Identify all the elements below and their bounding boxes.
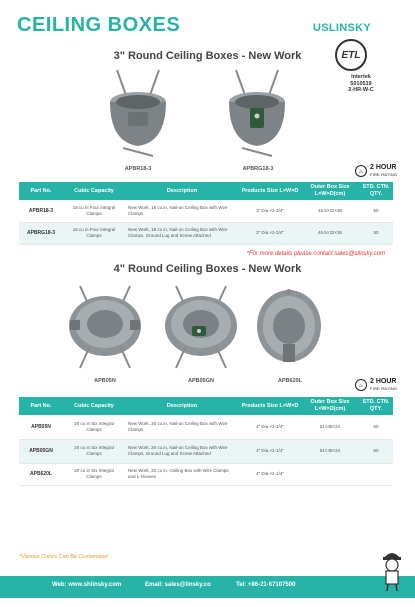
product-image-apb05n — [64, 282, 146, 372]
product-label: APB05N — [94, 378, 116, 384]
column-header: Part No. — [19, 397, 63, 415]
table-header-row — [19, 397, 393, 415]
section-title-4inch: 4" Round Ceiling Boxes - New Work — [113, 263, 302, 275]
cert-line: 5010519 — [350, 80, 372, 87]
table-row — [19, 439, 393, 463]
table-row — [19, 200, 393, 222]
part-number: APB620L — [19, 463, 63, 485]
product-size: 4" Dia.×2-1/4" — [239, 463, 301, 485]
cert-line: 2-HR-W-C — [348, 87, 374, 93]
table-header-row — [19, 182, 393, 200]
table-row — [19, 222, 393, 244]
footer-phone: Tel: +86-21-67107500 — [236, 582, 296, 588]
part-number: APB05N — [19, 415, 63, 439]
product-size: 3" Dia.×2-3/4" — [239, 222, 301, 244]
cubic-capacity: 18 cu in Four Integral Clamps — [63, 200, 125, 222]
carton-qty — [359, 463, 393, 485]
colors-note: *Various Colors Can Be Customized — [19, 554, 108, 560]
part-number: APBR18-3 — [19, 200, 63, 222]
cert-info — [331, 74, 391, 94]
section-title-3inch: 3" Round Ceiling Boxes - New Work — [113, 50, 302, 62]
column-header: Cubic Capacity — [63, 397, 125, 415]
product-size: 3" Dia.×2-3/4" — [239, 200, 301, 222]
spec-table-3inch — [19, 182, 393, 245]
fire-rating-main: 2 HOUR — [370, 378, 397, 385]
product-image-apbr18-3 — [103, 66, 173, 161]
cubic-capacity: 20 cu in Six Integral Clamps — [63, 415, 125, 439]
product-label: APB05GN — [188, 378, 214, 384]
column-header: Description — [125, 182, 239, 200]
fire-rating-main: 2 HOUR — [370, 164, 397, 171]
column-header: Products Size L×W×D — [239, 397, 301, 415]
brand-logo: USLINSKY — [312, 22, 371, 34]
description: New Work, 18 cu in, Nail-on Ceiling Box with Wire Clamps, Ground Lug and Screw Attached — [125, 222, 239, 244]
carton-qty: 50 — [359, 222, 393, 244]
column-header: Outer Box Size L×W×D(cm) — [301, 182, 359, 200]
cubic-capacity: 20 cu in Six Integral Clamps — [63, 463, 125, 485]
outer-box-size — [301, 463, 359, 485]
description: New Work, 20 cu in, Ceiling Box with Wire Clamps and L-Hooves — [125, 463, 239, 485]
page-title: CEILING BOXES — [17, 14, 181, 36]
spec-table-4inch — [19, 397, 393, 486]
fire-rating-sub: FIRE RATING — [370, 386, 398, 391]
product-size: 4" Dia.×2-1/4" — [239, 439, 301, 463]
product-image-apbrg18-3 — [222, 66, 292, 161]
part-number: APB05GN — [19, 439, 63, 463]
product-image-apb620l — [255, 286, 323, 370]
product-label: APBR18-3 — [124, 166, 152, 172]
fire-rating-badge — [355, 164, 397, 178]
flame-icon: ♨ — [355, 379, 367, 391]
etl-cert-icon: ETL — [335, 39, 367, 71]
fire-rating-badge — [355, 378, 397, 392]
footer-email-link[interactable]: Email: sales@linsky.co — [145, 582, 211, 588]
cubic-capacity: 20 cu in Six Integral Clamps — [63, 439, 125, 463]
worker-mascot-icon — [379, 548, 405, 597]
product-size: 4" Dia.×2-1/4" — [239, 415, 301, 439]
contact-note: *For more details please contact sales@slinsky.com — [246, 251, 385, 257]
outer-box-size: 51×48×24 — [301, 439, 359, 463]
fire-rating-sub: FIRE RATING — [370, 172, 398, 177]
carton-qty: 60 — [359, 415, 393, 439]
column-header: Description — [125, 397, 239, 415]
product-image-apb05gn — [160, 282, 242, 372]
outer-box-size: 51×48×24 — [301, 415, 359, 439]
table-row — [19, 463, 393, 485]
outer-box-size: 45.5×32×36 — [301, 222, 359, 244]
column-header: Part No. — [19, 182, 63, 200]
product-label: APBRG18-3 — [242, 166, 274, 172]
outer-box-size: 45.5×32×36 — [301, 200, 359, 222]
part-number: APBRG18-3 — [19, 222, 63, 244]
flame-icon: ♨ — [355, 165, 367, 177]
cubic-capacity: 18 cu in Four Integral Clamps — [63, 222, 125, 244]
footer-web-link[interactable]: Web: www.shlinsky.com — [52, 582, 122, 588]
carton-qty: 60 — [359, 439, 393, 463]
description: New Work, 20 cu in, Nail-on Ceiling Box with Wire Clamps — [125, 415, 239, 439]
column-header: STD. CTN. QTY. — [359, 397, 393, 415]
carton-qty: 50 — [359, 200, 393, 222]
column-header: Cubic Capacity — [63, 182, 125, 200]
column-header: Products Size L×W×D — [239, 182, 301, 200]
table-row — [19, 415, 393, 439]
column-header: STD. CTN. QTY. — [359, 182, 393, 200]
cert-line: Intertek — [351, 74, 371, 80]
description: New Work, 18 cu in, Nail-on Ceiling Box with Wire Clamps — [125, 200, 239, 222]
description: New Work, 20 cu in, Nail-on Ceiling Box with Wire Clamps, Ground Lug and Screw Attached — [125, 439, 239, 463]
column-header: Outer Box Size L×W×D(cm) — [301, 397, 359, 415]
product-label: APB620L — [277, 378, 303, 384]
